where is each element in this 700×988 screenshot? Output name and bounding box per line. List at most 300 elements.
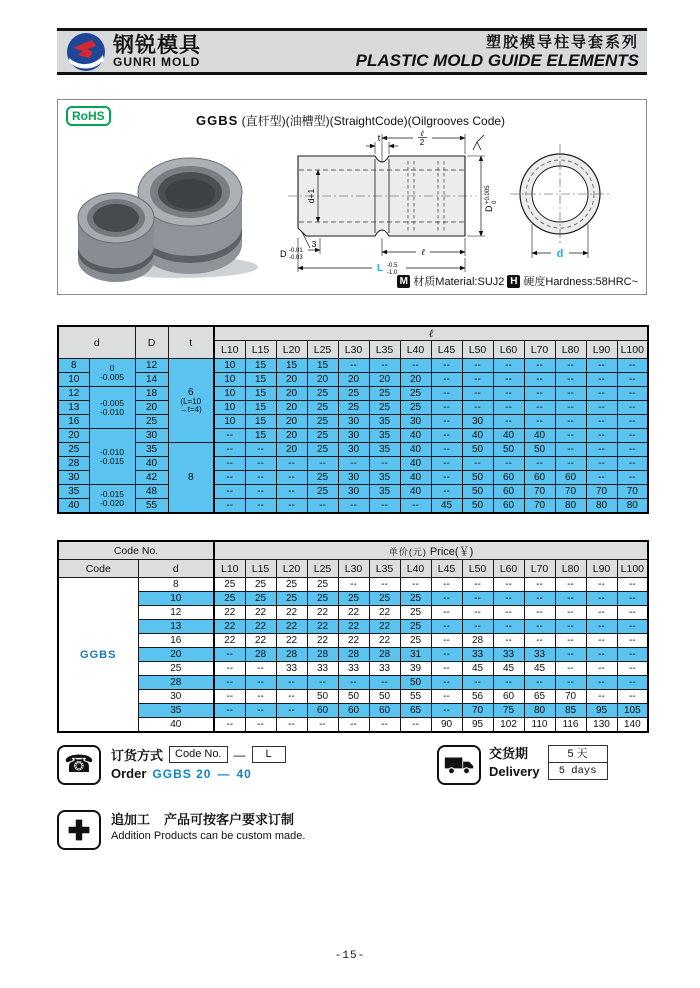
price-value-cell: -- xyxy=(214,662,245,676)
price-value-cell: -- xyxy=(555,606,586,620)
price-value-cell: -- xyxy=(276,718,307,733)
length-value-cell: 80 xyxy=(586,499,617,514)
price-value-cell: -- xyxy=(617,634,648,648)
order-separator: — xyxy=(233,747,246,762)
length-value-cell: -- xyxy=(524,373,555,387)
delivery-section xyxy=(437,745,608,785)
d-value-cell: 35 xyxy=(58,485,89,499)
price-value-cell: 116 xyxy=(555,718,586,733)
length-value-cell: 60 xyxy=(493,499,524,514)
price-value-cell: 105 xyxy=(617,704,648,718)
length-value-cell: -- xyxy=(431,471,462,485)
l-column-header: L100 xyxy=(617,560,648,578)
code-no-header: Code No. xyxy=(58,541,214,560)
price-value-cell: 25 xyxy=(245,592,276,606)
d-value-cell: 10 xyxy=(58,373,89,387)
price-value-cell: -- xyxy=(555,620,586,634)
l-column-header: L40 xyxy=(400,560,431,578)
D-value-cell: 40 xyxy=(135,457,168,471)
length-value-cell: 25 xyxy=(307,415,338,429)
price-table-row xyxy=(58,620,648,634)
price-value-cell: -- xyxy=(586,592,617,606)
price-value-cell: 110 xyxy=(524,718,555,733)
length-value-cell: -- xyxy=(586,387,617,401)
d-value-cell: 28 xyxy=(58,457,89,471)
col-header-l: ℓ xyxy=(214,326,648,341)
price-value-cell: 28 xyxy=(245,648,276,662)
price-value-cell: 25 xyxy=(276,592,307,606)
price-value-cell: -- xyxy=(617,648,648,662)
length-value-cell: 30 xyxy=(338,415,369,429)
l-column-header: L15 xyxy=(245,341,276,359)
length-value-cell: -- xyxy=(431,387,462,401)
length-value-cell: 50 xyxy=(493,443,524,457)
length-value-cell: -- xyxy=(431,485,462,499)
price-value-cell: 56 xyxy=(462,690,493,704)
D-value-cell: 25 xyxy=(135,415,168,429)
length-value-cell: 15 xyxy=(245,373,276,387)
length-value-cell: 30 xyxy=(338,443,369,457)
l-column-header: L25 xyxy=(307,341,338,359)
l-column-header: L35 xyxy=(369,560,400,578)
surface-finish-icon xyxy=(473,135,484,150)
price-table-row xyxy=(58,606,648,620)
length-value-cell: -- xyxy=(524,359,555,373)
price-value-cell: -- xyxy=(431,620,462,634)
length-value-cell: -- xyxy=(555,457,586,471)
price-value-cell: -- xyxy=(586,578,617,592)
length-value-cell: 20 xyxy=(276,429,307,443)
length-value-cell: 20 xyxy=(276,401,307,415)
price-value-cell: 25 xyxy=(369,592,400,606)
price-value-cell: 25 xyxy=(338,592,369,606)
d-value-cell: 16 xyxy=(58,415,89,429)
price-value-cell: 22 xyxy=(307,606,338,620)
price-value-cell: 33 xyxy=(462,648,493,662)
length-value-cell: 70 xyxy=(524,485,555,499)
delivery-time-box xyxy=(548,745,608,780)
t-line: 6 xyxy=(187,386,194,398)
price-value-cell: -- xyxy=(369,676,400,690)
length-value-cell: 25 xyxy=(369,401,400,415)
D-value-cell: 55 xyxy=(135,499,168,514)
price-value-cell: -- xyxy=(276,676,307,690)
l-column-header: L50 xyxy=(462,560,493,578)
d-tolerance-cell xyxy=(89,429,135,485)
col-header-D: D xyxy=(135,326,168,359)
length-value-cell: -- xyxy=(586,443,617,457)
tol-D-bot: -0.03 xyxy=(289,255,303,261)
material-line xyxy=(397,273,638,289)
dim-table-row xyxy=(58,387,648,401)
price-table-row xyxy=(58,592,648,606)
length-value-cell: 25 xyxy=(369,387,400,401)
price-value-cell: 22 xyxy=(214,634,245,648)
length-value-cell: -- xyxy=(555,387,586,401)
price-value-cell: -- xyxy=(524,620,555,634)
length-value-cell: 15 xyxy=(245,401,276,415)
price-value-cell: -- xyxy=(307,676,338,690)
dim-d-label: d xyxy=(556,248,564,260)
code-no-box: Code No. xyxy=(169,746,227,763)
length-value-cell: 50 xyxy=(524,443,555,457)
section-view xyxy=(500,136,620,286)
price-value-cell: 22 xyxy=(307,634,338,648)
price-value-cell: -- xyxy=(431,648,462,662)
length-value-cell: -- xyxy=(524,387,555,401)
d-value-cell: 40 xyxy=(138,718,214,733)
length-value-cell: -- xyxy=(214,443,245,457)
product-code-cell: GGBS xyxy=(58,578,138,733)
length-value-cell: 10 xyxy=(214,415,245,429)
addition-label-en: Addition xyxy=(111,830,151,842)
length-value-cell: 20 xyxy=(276,387,307,401)
D-value-cell: 48 xyxy=(135,485,168,499)
length-value-cell: -- xyxy=(617,471,648,485)
price-value-cell: -- xyxy=(245,704,276,718)
col-header-d: d xyxy=(58,326,135,359)
price-value-cell: 22 xyxy=(307,620,338,634)
tol-L-bot: -1.0 xyxy=(387,270,398,276)
tolerance-line: -0.005 xyxy=(99,397,125,408)
gunri-logo-icon xyxy=(65,31,107,73)
order-example-sep: — xyxy=(217,766,231,781)
l-column-header: L70 xyxy=(524,560,555,578)
l-column-header: L60 xyxy=(493,341,524,359)
d-value-cell: 40 xyxy=(58,499,89,514)
dim-D-right-label: D xyxy=(484,205,494,212)
length-value-cell: 25 xyxy=(400,387,431,401)
price-value-cell: 28 xyxy=(276,648,307,662)
price-table-row xyxy=(58,676,648,690)
length-value-cell: -- xyxy=(524,415,555,429)
length-value-cell: 25 xyxy=(307,485,338,499)
l-columns-row xyxy=(58,560,648,578)
length-value-cell: -- xyxy=(586,373,617,387)
d-value-cell: 30 xyxy=(138,690,214,704)
d-value-cell: 28 xyxy=(138,676,214,690)
tolerance-line: -0.010 xyxy=(99,406,125,417)
length-value-cell: -- xyxy=(586,457,617,471)
length-value-cell: -- xyxy=(555,401,586,415)
addition-desc-en: Products can be custom made. xyxy=(153,830,306,842)
length-value-cell: -- xyxy=(586,359,617,373)
price-value-cell: 60 xyxy=(307,704,338,718)
length-value-cell: 35 xyxy=(369,443,400,457)
length-value-cell: 70 xyxy=(524,499,555,514)
length-value-cell: -- xyxy=(524,401,555,415)
length-value-cell: 30 xyxy=(400,415,431,429)
d-value-cell: 16 xyxy=(138,634,214,648)
length-value-cell: 30 xyxy=(462,415,493,429)
delivery-days-cn: 5 天 xyxy=(549,746,607,763)
length-value-cell: 20 xyxy=(338,373,369,387)
length-value-cell: -- xyxy=(462,457,493,471)
D-value-cell: 42 xyxy=(135,471,168,485)
t-line: →t=4) xyxy=(179,405,202,414)
t-value-cell xyxy=(168,359,214,443)
price-value-cell: -- xyxy=(214,676,245,690)
price-value-cell: 90 xyxy=(431,718,462,733)
price-value-cell: -- xyxy=(214,704,245,718)
length-value-cell: -- xyxy=(524,457,555,471)
length-value-cell: -- xyxy=(617,373,648,387)
length-value-cell: -- xyxy=(555,429,586,443)
price-value-cell: -- xyxy=(617,662,648,676)
price-value-cell: 102 xyxy=(493,718,524,733)
addition-desc-cn: 产品可按客户要求订制 xyxy=(164,812,295,827)
price-value-cell: -- xyxy=(617,676,648,690)
price-value-cell: -- xyxy=(245,718,276,733)
price-value-cell: -- xyxy=(431,690,462,704)
series-title-en: PLASTIC MOLD GUIDE ELEMENTS xyxy=(355,50,639,70)
length-value-cell: -- xyxy=(431,429,462,443)
length-value-cell: -- xyxy=(555,443,586,457)
length-value-cell: -- xyxy=(617,457,648,471)
length-value-cell: -- xyxy=(338,457,369,471)
delivery-label-en: Delivery xyxy=(489,764,540,779)
length-value-cell: -- xyxy=(369,359,400,373)
price-table-row xyxy=(58,578,648,592)
price-value-cell: -- xyxy=(555,662,586,676)
price-value-cell: 60 xyxy=(493,690,524,704)
price-header xyxy=(214,541,648,560)
dim-half-den: 2 xyxy=(419,138,425,147)
price-value-cell: 85 xyxy=(555,704,586,718)
length-value-cell: 25 xyxy=(307,401,338,415)
l-column-header: L80 xyxy=(555,560,586,578)
price-value-cell: -- xyxy=(214,648,245,662)
price-value-cell: -- xyxy=(524,578,555,592)
price-value-cell: 22 xyxy=(276,606,307,620)
price-value-cell: -- xyxy=(245,690,276,704)
length-value-cell: 15 xyxy=(307,359,338,373)
price-value-cell: 25 xyxy=(214,578,245,592)
length-value-cell: 20 xyxy=(369,373,400,387)
length-value-cell: -- xyxy=(617,359,648,373)
d-value-cell: 20 xyxy=(138,648,214,662)
price-table-row xyxy=(58,662,648,676)
length-value-cell: -- xyxy=(586,429,617,443)
price-value-cell: -- xyxy=(617,606,648,620)
length-value-cell: 40 xyxy=(400,471,431,485)
price-value-cell: -- xyxy=(524,592,555,606)
d-value-cell: 12 xyxy=(138,606,214,620)
price-value-cell: -- xyxy=(493,634,524,648)
length-value-cell: 45 xyxy=(431,499,462,514)
d-value-cell: 8 xyxy=(58,359,89,373)
length-value-cell: 20 xyxy=(276,415,307,429)
price-value-cell: -- xyxy=(555,592,586,606)
price-value-cell: 33 xyxy=(493,648,524,662)
length-value-cell: -- xyxy=(493,373,524,387)
length-value-cell: 50 xyxy=(462,443,493,457)
price-value-cell: -- xyxy=(493,620,524,634)
page-header xyxy=(57,28,647,75)
price-value-cell: 130 xyxy=(586,718,617,733)
price-value-cell: -- xyxy=(338,676,369,690)
technical-drawing xyxy=(280,128,498,288)
length-value-cell: -- xyxy=(214,429,245,443)
price-value-cell: -- xyxy=(214,718,245,733)
price-value-cell: -- xyxy=(586,690,617,704)
price-value-cell: -- xyxy=(586,676,617,690)
price-value-cell: -- xyxy=(338,578,369,592)
price-value-cell: 22 xyxy=(338,620,369,634)
price-value-cell: 22 xyxy=(338,606,369,620)
length-value-cell: 20 xyxy=(276,373,307,387)
length-value-cell: -- xyxy=(617,429,648,443)
l-column-header: L20 xyxy=(276,341,307,359)
price-value-cell: 50 xyxy=(369,690,400,704)
price-table-row xyxy=(58,690,648,704)
price-value-cell: 22 xyxy=(245,634,276,648)
length-value-cell: -- xyxy=(462,387,493,401)
length-value-cell: -- xyxy=(338,499,369,514)
length-value-cell: -- xyxy=(276,485,307,499)
hardness-text: 硬度Hardness:58HRC~ xyxy=(523,276,638,288)
addition-section xyxy=(57,810,305,850)
series-title xyxy=(356,34,639,70)
length-value-cell: 25 xyxy=(307,443,338,457)
price-table-row xyxy=(58,704,648,718)
truck-icon xyxy=(437,745,481,785)
price-value-cell: 25 xyxy=(400,634,431,648)
length-value-cell: 15 xyxy=(245,415,276,429)
tol-DR-top: +0.005 xyxy=(485,185,491,204)
length-value-cell: 25 xyxy=(307,471,338,485)
d-value-cell: 25 xyxy=(58,443,89,457)
length-value-cell: -- xyxy=(369,457,400,471)
length-value-cell: -- xyxy=(586,471,617,485)
tolerance-line: -0.020 xyxy=(99,497,125,508)
dimension-table xyxy=(57,325,649,514)
l-column-header: L10 xyxy=(214,560,245,578)
length-value-cell: 60 xyxy=(555,471,586,485)
length-value-cell: -- xyxy=(307,499,338,514)
price-value-cell: -- xyxy=(493,606,524,620)
order-label-cn: 订货方式 xyxy=(111,748,164,763)
price-value-cell: -- xyxy=(524,676,555,690)
l-column-header: L90 xyxy=(586,560,617,578)
price-value-cell: -- xyxy=(431,634,462,648)
hardness-icon: H xyxy=(507,275,520,288)
length-value-cell: 60 xyxy=(524,471,555,485)
length-value-cell: -- xyxy=(493,359,524,373)
price-value-cell: 50 xyxy=(338,690,369,704)
length-value-cell: -- xyxy=(617,387,648,401)
length-value-cell: 25 xyxy=(338,401,369,415)
dim-l-label: ℓ xyxy=(421,247,425,257)
l-column-header: L35 xyxy=(369,341,400,359)
price-value-cell: 25 xyxy=(400,606,431,620)
price-table-row xyxy=(58,718,648,733)
length-value-cell: -- xyxy=(276,471,307,485)
length-value-cell: -- xyxy=(586,401,617,415)
l-column-header: L15 xyxy=(245,560,276,578)
price-value-cell: -- xyxy=(431,704,462,718)
brand-text xyxy=(113,35,201,69)
dim-half-num: ℓ xyxy=(420,129,424,138)
price-value-cell: 80 xyxy=(524,704,555,718)
D-value-cell: 30 xyxy=(135,429,168,443)
dim-table-row xyxy=(58,457,648,471)
length-value-cell: 20 xyxy=(400,373,431,387)
d-value-cell: 13 xyxy=(138,620,214,634)
length-value-cell: 60 xyxy=(493,485,524,499)
length-value-cell: -- xyxy=(493,415,524,429)
price-value-cell: -- xyxy=(586,648,617,662)
price-value-cell: 55 xyxy=(400,690,431,704)
length-value-cell: 50 xyxy=(462,471,493,485)
d-value-cell: 35 xyxy=(138,704,214,718)
length-value-cell: 40 xyxy=(462,429,493,443)
length-value-cell: 15 xyxy=(245,387,276,401)
phone-icon: ☎ xyxy=(57,745,101,785)
length-value-cell: -- xyxy=(400,499,431,514)
brand-name-en: GUNRI MOLD xyxy=(113,54,201,69)
length-value-cell: 70 xyxy=(617,485,648,499)
length-value-cell: -- xyxy=(555,359,586,373)
length-value-cell: 70 xyxy=(555,485,586,499)
price-value-cell: 50 xyxy=(307,690,338,704)
material-text: 材质Material:SUJ2 xyxy=(413,276,505,288)
price-value-cell: -- xyxy=(462,620,493,634)
length-value-cell: -- xyxy=(245,471,276,485)
length-value-cell: -- xyxy=(462,401,493,415)
price-value-cell: 25 xyxy=(245,578,276,592)
col-header-t: t xyxy=(168,326,214,359)
price-value-cell: -- xyxy=(586,634,617,648)
rohs-badge: RoHS xyxy=(66,106,111,126)
price-value-cell: 45 xyxy=(493,662,524,676)
length-value-cell: 40 xyxy=(400,485,431,499)
l-column-header: L45 xyxy=(431,341,462,359)
dim-d1-label: d+1 xyxy=(306,188,316,204)
price-table xyxy=(57,540,649,733)
length-value-cell: -- xyxy=(493,401,524,415)
price-value-cell: -- xyxy=(524,606,555,620)
price-value-cell: -- xyxy=(617,620,648,634)
price-value-cell: 45 xyxy=(462,662,493,676)
dim-table-row xyxy=(58,415,648,429)
price-value-cell: 70 xyxy=(555,690,586,704)
price-value-cell: 25 xyxy=(214,592,245,606)
price-value-cell: 22 xyxy=(245,620,276,634)
dim-table-row xyxy=(58,443,648,457)
length-value-cell: -- xyxy=(276,499,307,514)
price-value-cell: 39 xyxy=(400,662,431,676)
t-value-cell xyxy=(168,443,214,514)
tolerance-line: -0.005 xyxy=(99,371,125,382)
length-value-cell: -- xyxy=(214,485,245,499)
price-value-cell: 28 xyxy=(369,648,400,662)
D-value-cell: 18 xyxy=(135,387,168,401)
price-value-cell: 70 xyxy=(462,704,493,718)
price-value-cell: 22 xyxy=(276,620,307,634)
d-value-cell: 13 xyxy=(58,401,89,415)
length-value-cell: 50 xyxy=(462,485,493,499)
price-value-cell: 22 xyxy=(214,606,245,620)
length-value-cell: 40 xyxy=(400,457,431,471)
price-value-cell: 25 xyxy=(276,578,307,592)
length-value-cell: -- xyxy=(555,415,586,429)
price-value-cell: -- xyxy=(586,606,617,620)
price-value-cell: -- xyxy=(307,718,338,733)
price-header-cn: 单价(元) xyxy=(388,546,427,557)
plus-icon xyxy=(57,810,101,850)
t-line: (L=10 xyxy=(180,396,202,406)
